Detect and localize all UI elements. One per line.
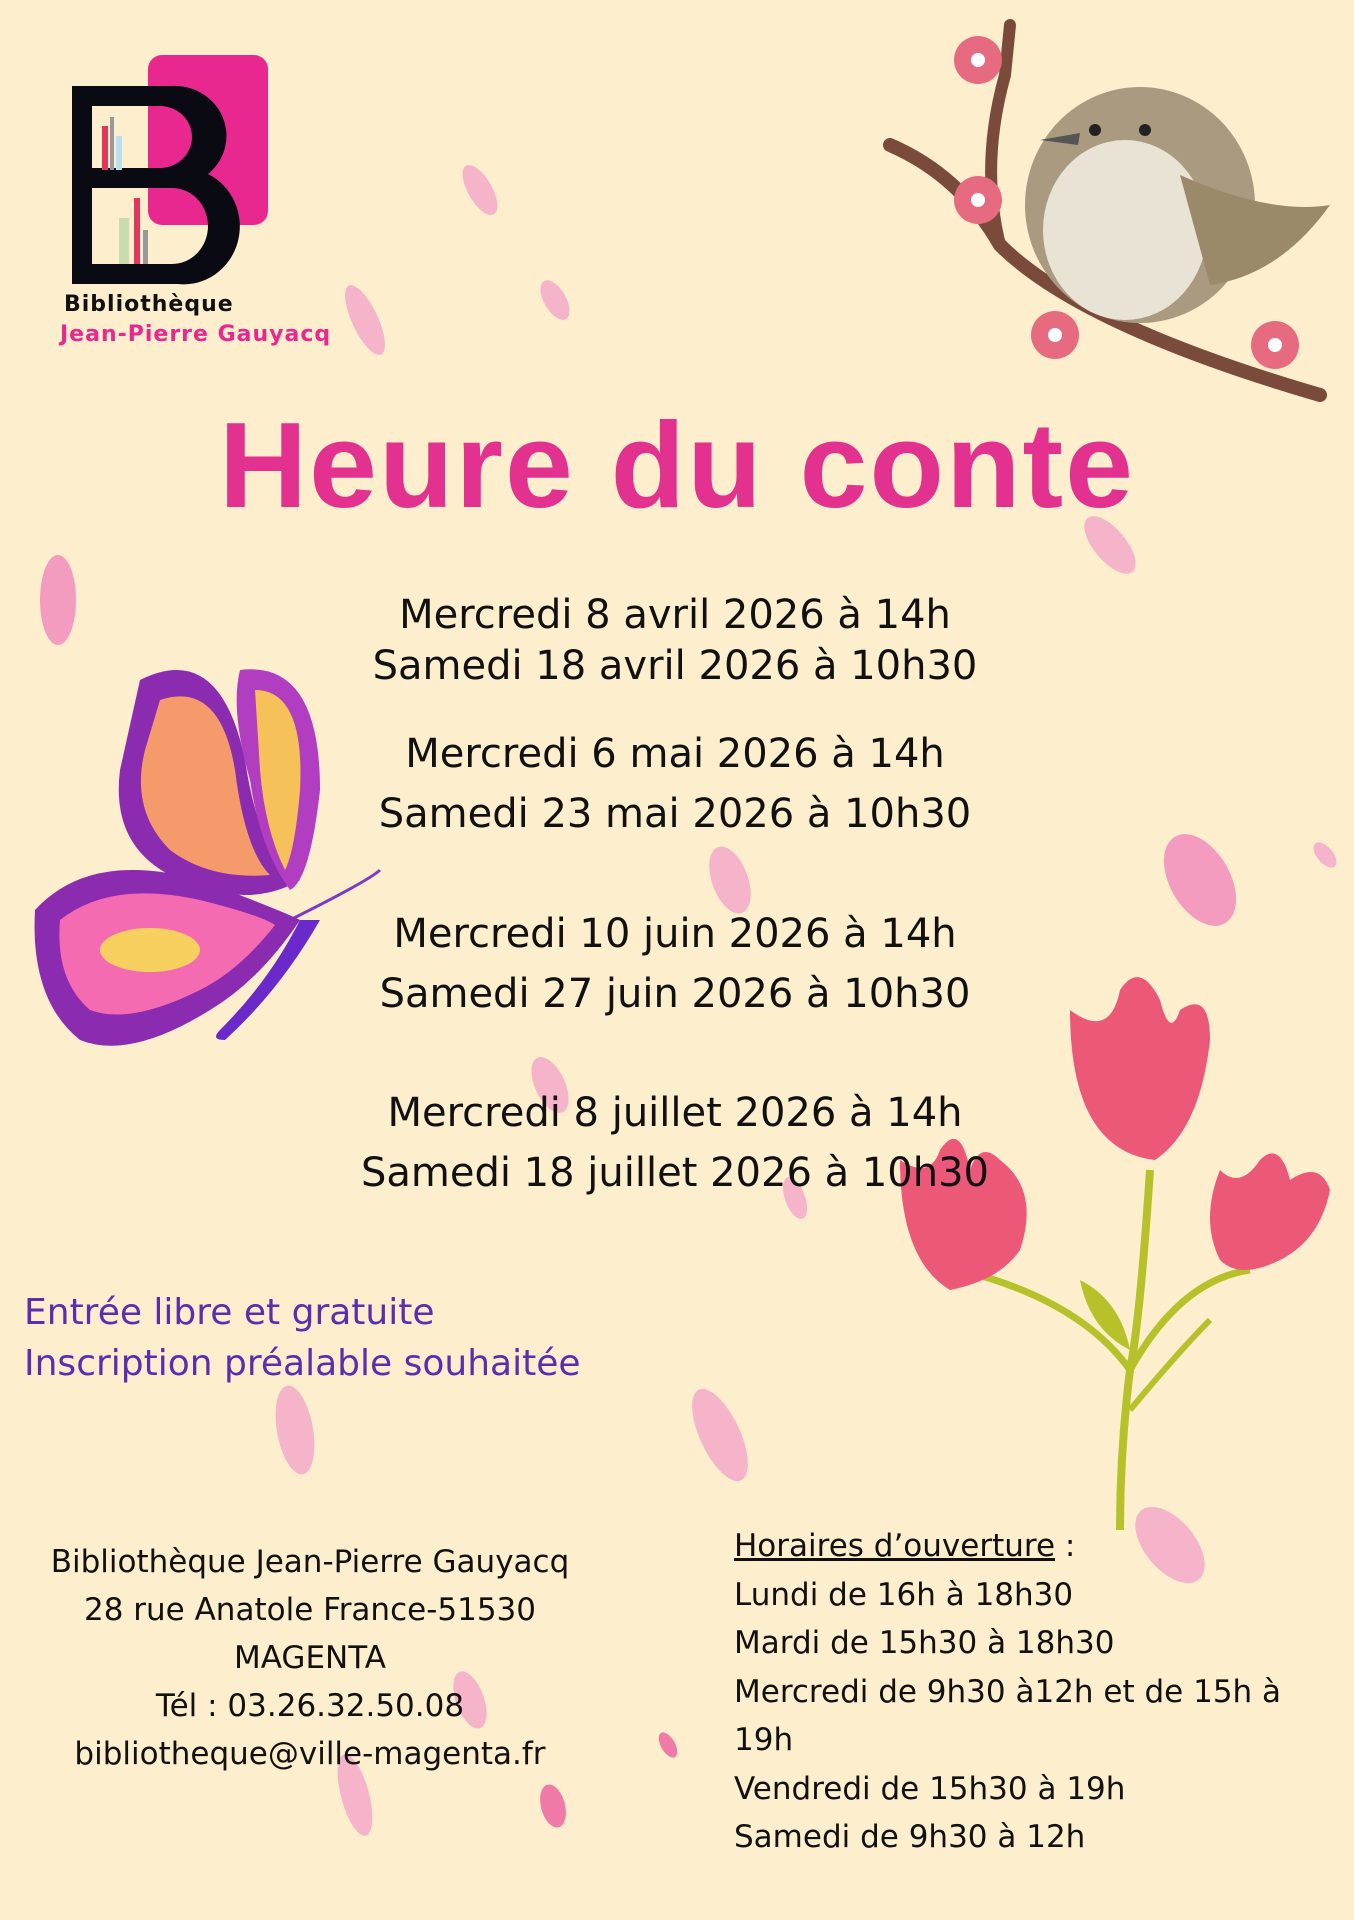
opening-hours [734,1522,1334,1862]
session-date: Mercredi 6 mai 2026 à 14h [405,731,945,777]
session-date: Samedi 23 mai 2026 à 10h30 [378,791,972,837]
hours-line: Lundi de 16h à 18h30 [734,1576,1074,1613]
address-block [20,1538,600,1778]
session-date: Samedi 27 juin 2026 à 10h30 [379,971,971,1017]
hours-line: Mercredi de 9h30 à12h et de 15h à [734,1673,1282,1710]
phone: Tél : 03.26.32.50.08 [155,1688,465,1724]
city: MAGENTA [234,1640,386,1676]
hours-line: 19h [734,1722,794,1758]
page-title: Heure du conte [218,397,1135,533]
hours-heading-colon: : [1055,1528,1076,1564]
street-address: 28 rue Anatole France-51530 [83,1592,536,1628]
logo-line2: Jean-Pierre Gauyacq [60,322,332,347]
library-name: Bibliothèque Jean-Pierre Gauyacq [50,1544,570,1580]
free-entry-text: Entrée libre et gratuite [24,1292,435,1333]
logo-line1: Bibliothèque [64,292,234,317]
session-date: Samedi 18 avril 2026 à 10h30 [372,643,978,689]
session-date: Mercredi 8 avril 2026 à 14h [399,592,951,638]
hours-line: Samedi de 9h30 à 12h [734,1819,1086,1855]
email-link[interactable]: bibliotheque@ville-magenta.fr [74,1736,546,1772]
session-date: Mercredi 8 juillet 2026 à 14h [387,1090,963,1136]
session-date: Samedi 18 juillet 2026 à 10h30 [360,1150,989,1196]
hours-line: Mardi de 15h30 à 18h30 [734,1625,1115,1661]
session-date: Mercredi 10 juin 2026 à 14h [393,911,957,957]
hours-line: Vendredi de 15h30 à 19h [734,1770,1126,1807]
flower-illustration [880,970,1340,1540]
hours-heading: Horaires d’ouverture [734,1528,1056,1564]
registration-text: Inscription préalable souhaitée [24,1343,581,1384]
